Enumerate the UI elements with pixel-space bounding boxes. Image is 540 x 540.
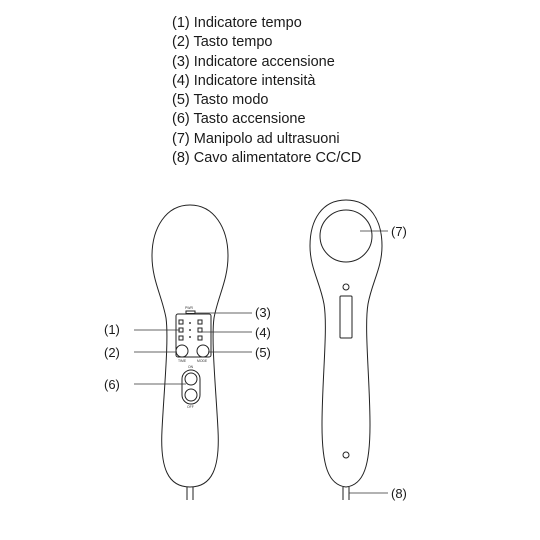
- callout-7: (7): [391, 224, 407, 239]
- callout-5: (5): [255, 345, 271, 360]
- front-view: [152, 205, 228, 500]
- legend-item-time-button: (2) Tasto tempo: [172, 34, 273, 51]
- pwr-label: PWR: [185, 306, 193, 310]
- legend-item-power-cable: (8) Cavo alimentatore CC/CD: [172, 150, 362, 167]
- legend-item-mode-button: (5) Tasto modo: [172, 92, 269, 109]
- intensity-indicator-leds: [198, 320, 202, 340]
- on-label: ON: [188, 365, 194, 369]
- front-cable: [187, 487, 193, 500]
- callout-8: (8): [391, 486, 407, 501]
- mode-button[interactable]: [197, 345, 209, 357]
- power-indicator: [186, 311, 195, 314]
- ultrasound-head: [320, 210, 372, 262]
- callout-1: (1): [104, 322, 120, 337]
- legend-item-power-indicator: (3) Indicatore accensione: [172, 53, 335, 70]
- back-slot: [340, 296, 352, 338]
- legend-item-ultrasound-handpiece: (7) Manipolo ad ultrasuoni: [172, 130, 340, 147]
- mode-label: MODE: [197, 359, 208, 363]
- back-view: [310, 200, 382, 500]
- time-label: TIME: [178, 359, 187, 363]
- callout-2: (2): [104, 345, 120, 360]
- back-screw-top: [343, 284, 349, 290]
- callout-4: (4): [255, 325, 271, 340]
- time-button[interactable]: [176, 345, 188, 357]
- callout-3: (3): [255, 305, 271, 320]
- power-on-button[interactable]: [185, 373, 197, 385]
- callout-6: (6): [104, 377, 120, 392]
- center-dots: [189, 322, 191, 338]
- off-label: OFF: [187, 405, 194, 409]
- legend-item-power-button: (6) Tasto accensione: [172, 111, 306, 128]
- legend-item-intensity-indicator: (4) Indicatore intensità: [172, 72, 316, 89]
- power-button-housing: [182, 370, 200, 404]
- back-screw-bottom: [343, 452, 349, 458]
- leader-lines: [134, 231, 388, 493]
- back-cable: [343, 487, 349, 500]
- power-off-button[interactable]: [185, 389, 197, 401]
- legend-item-time-indicator: (1) Indicatore tempo: [172, 15, 302, 31]
- front-handpiece-outline: [152, 205, 228, 487]
